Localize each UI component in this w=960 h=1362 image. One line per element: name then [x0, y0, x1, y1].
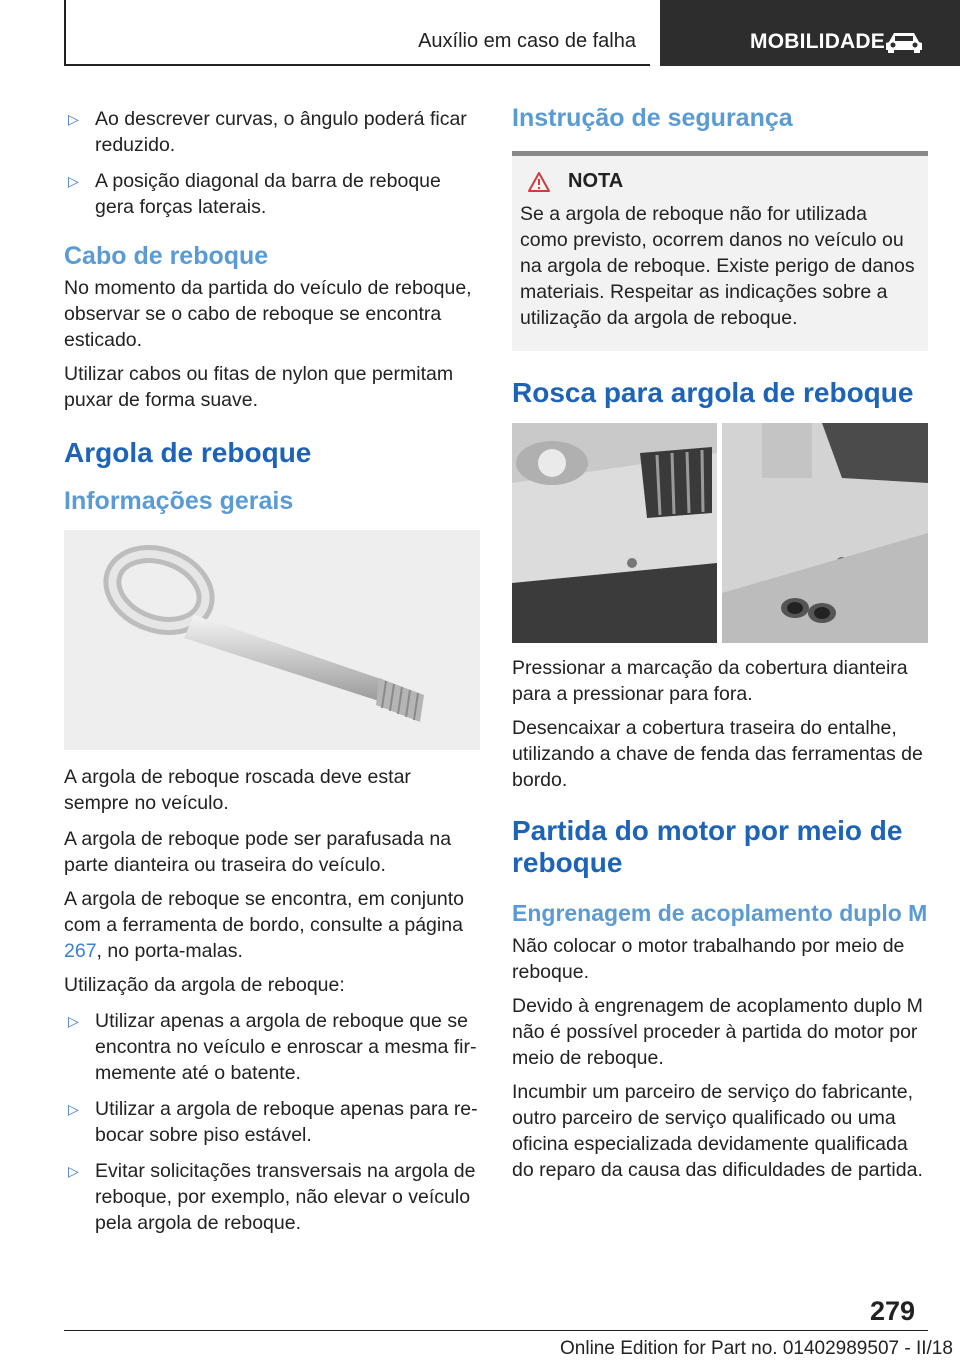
right-column	[512, 100, 928, 1183]
safety-heading: Instrução de segurança	[512, 104, 793, 132]
warning-icon	[528, 172, 550, 192]
engrenagem-paragraph-1: Não colocar o motor trabalhando por meio de reboque.	[512, 935, 905, 983]
argola-paragraph-3	[64, 886, 480, 964]
argola-paragraph-1: A argola de reboque roscada deve estar sempre no veículo.	[64, 766, 411, 814]
cabo-heading: Cabo de reboque	[64, 242, 269, 270]
bullet-triangle-icon: ▷	[68, 1101, 79, 1117]
engrenagem-heading: Engrenagem de acoplamento duplo M	[512, 900, 928, 926]
bullet-text: Utilizar a argola de reboque apenas para rebocar sobre piso estável.	[95, 1098, 478, 1146]
partida-heading: Partida do motor por meio de reboque	[512, 815, 903, 878]
car-icon	[884, 30, 924, 54]
left-column	[64, 100, 480, 1236]
bullet-triangle-icon: ▷	[68, 173, 79, 189]
note-title: NOTA	[568, 170, 624, 192]
header-section-title: Auxílio em caso de falha	[418, 30, 636, 52]
bumper-images	[512, 423, 928, 643]
cabo-paragraph-1: No momento da partida do veículo de reboque, observar se o cabo de reboque se encontra esticado.	[64, 277, 472, 351]
list-item	[64, 106, 480, 158]
tow-eye-image	[64, 530, 480, 750]
bullet-triangle-icon: ▷	[68, 1013, 79, 1029]
list-item	[64, 1008, 480, 1086]
bullet-text: A posição diagonal da barra de reboque gera forças laterais.	[95, 170, 441, 218]
info-heading: Informações gerais	[64, 487, 294, 515]
argola-heading: Argola de reboque	[64, 437, 312, 468]
argola-p3-post: , no porta-malas.	[96, 940, 243, 962]
bullet-text: Ao descrever curvas, o ângulo poderá ficar reduzido.	[95, 108, 467, 156]
note-title-row	[520, 170, 920, 193]
argola-p3-text: A argola de reboque se encontra, em conjunto com a ferramenta de bordo, consulte a página	[64, 888, 465, 936]
note-text: Se a argola de reboque não for utilizada como previsto, ocorrem danos no veículo ou na argola de reboque. Existe perigo de danos materiais. Respeitar as indicações sobre a utilização da argola de reboque.	[520, 203, 915, 329]
page-number: 279	[870, 1296, 916, 1326]
page-link[interactable]: 267	[64, 940, 97, 962]
rosca-heading: Rosca para argola de reboque	[512, 377, 914, 408]
rosca-paragraph-2: Desencaixar a cobertura traseira do entalhe, utilizando a chave de fenda das ferramentas de bordo.	[512, 717, 923, 791]
chapter-label: MOBILIDADE	[750, 30, 885, 53]
bullet-text: Evitar solicitações transversais na argola de reboque, por exemplo, não elevar o veículo pela argola de reboque.	[95, 1160, 476, 1234]
bullet-triangle-icon: ▷	[68, 1163, 79, 1179]
list-item	[64, 1096, 480, 1148]
engrenagem-paragraph-3: Incumbir um parceiro de serviço do fabricante, outro parceiro de serviço qualificado ou uma oficina especializada devidamente qualificada do reparo da causa das dificuldades de partida.	[512, 1081, 923, 1181]
footer-divider	[64, 1330, 928, 1331]
argola-paragraph-2: A argola de reboque pode ser parafusada na parte dianteira ou traseira do veículo.	[64, 828, 452, 876]
bumper-illustration	[512, 423, 928, 643]
rosca-paragraph-1: Pressionar a marcação da cobertura dianteira para a pressionar para fora.	[512, 657, 908, 705]
bullet-text: Utilizar apenas a argola de reboque que se encontra no veículo e enroscar a mesma firmemente até o batente.	[95, 1010, 477, 1084]
engrenagem-paragraph-2: Devido à engrenagem de acoplamento duplo M não é possível proceder à partida do motor por meio de reboque.	[512, 995, 923, 1069]
list-item	[64, 168, 480, 220]
page-header	[0, 0, 960, 66]
cabo-paragraph-2: Utilizar cabos ou fitas de nylon que permitam puxar de forma suave.	[64, 363, 454, 411]
argola-paragraph-4: Utilização da argola de reboque:	[64, 974, 345, 996]
edition-text: Online Edition for Part no. 01402989507 - II/18	[560, 1338, 953, 1359]
note-box	[512, 151, 928, 351]
tow-eye-illustration	[64, 530, 480, 750]
bullet-triangle-icon: ▷	[68, 111, 79, 127]
list-item	[64, 1158, 480, 1236]
